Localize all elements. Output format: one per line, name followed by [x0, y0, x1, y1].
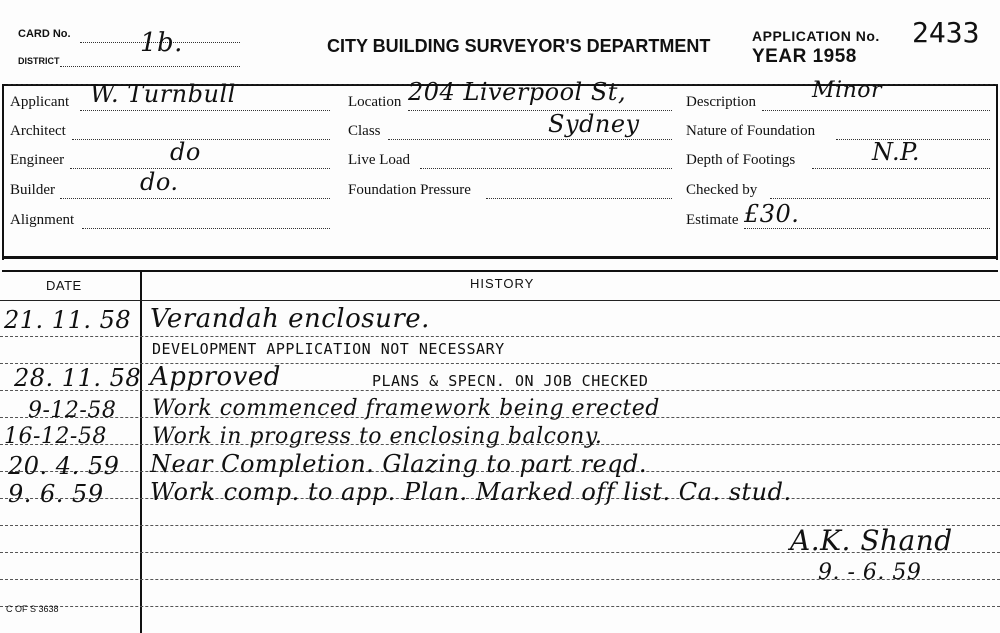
applicant-value: W. Turnbull — [90, 80, 236, 108]
location-value-2: Sydney — [548, 110, 640, 138]
history-row-text: Approved — [150, 362, 281, 392]
builder-label: Builder — [10, 182, 55, 198]
foundation-pressure-line — [486, 198, 672, 199]
class-label: Class — [348, 123, 381, 139]
history-row-date: 20. 4. 59 — [8, 452, 120, 480]
history-row-date: 28. 11. 58 — [14, 364, 142, 392]
depth-of-footings-label: Depth of Footings — [686, 152, 796, 168]
estimate-line — [744, 228, 990, 229]
live-load-line — [420, 168, 672, 169]
builder-line — [60, 198, 330, 199]
application-number: 2433 — [912, 16, 980, 49]
history-row-typed: PLANS & SPECN. ON JOB CHECKED — [372, 372, 649, 390]
depth-of-footings-value: N.P. — [872, 138, 921, 166]
engineer-label: Engineer — [10, 152, 65, 168]
history-top-rule — [2, 270, 998, 272]
foundation-pressure-label: Foundation Pressure — [348, 182, 471, 198]
history-row-line — [0, 336, 1000, 337]
district-label: DISTRICT — [18, 56, 60, 66]
location-label: Location — [348, 94, 402, 110]
engineer-line — [70, 168, 330, 169]
district-line — [60, 66, 240, 67]
history-row-line — [0, 606, 1000, 607]
date-header: DATE — [46, 278, 82, 293]
history-row-text: Work comp. to app. Plan. Marked off list. Ca. stud. — [150, 478, 792, 506]
card-no-label: CARD No. — [18, 28, 71, 40]
history-row-text: DEVELOPMENT APPLICATION NOT NECESSARY — [152, 340, 505, 358]
description-line — [762, 110, 990, 111]
history-row-date: 9. 6. 59 — [8, 480, 104, 508]
engineer-value: do — [170, 138, 201, 166]
history-row-date: 16-12-58 — [4, 424, 107, 449]
form-code: C OF S 3638 — [6, 604, 59, 614]
alignment-line — [82, 228, 330, 229]
border-right — [996, 84, 998, 260]
divider-bottom — [2, 256, 998, 259]
department-title: CITY BUILDING SURVEYOR'S DEPARTMENT — [327, 36, 711, 56]
description-label: Description — [686, 94, 756, 110]
architect-line — [72, 139, 330, 140]
applicant-label: Applicant — [10, 94, 70, 110]
class-line — [388, 139, 672, 140]
history-row-date: 21. 11. 58 — [4, 306, 132, 334]
depth-of-footings-line — [812, 168, 990, 169]
history-row-text: Work in progress to enclosing balcony. — [152, 424, 603, 449]
alignment-label: Alignment — [10, 212, 75, 228]
history-header-rule — [0, 300, 1000, 301]
checked-by-label: Checked by — [686, 182, 758, 198]
border-left — [2, 84, 4, 260]
signature: A.K. Shand — [790, 524, 953, 557]
estimate-label: Estimate — [686, 212, 739, 228]
history-row-text: Work commenced framework being erected — [152, 396, 660, 421]
year-label: YEAR 1958 — [752, 46, 857, 67]
description-value: Minor — [812, 78, 882, 103]
live-load-label: Live Load — [348, 152, 411, 168]
location-value: 204 Liverpool St, — [408, 78, 627, 106]
signature-date: 9. - 6. 59 — [818, 560, 922, 585]
applicant-line — [80, 110, 330, 111]
nature-of-foundation-label: Nature of Foundation — [686, 123, 816, 139]
architect-label: Architect — [10, 123, 66, 139]
card-no-value: 1b. — [140, 28, 183, 58]
application-no-label: APPLICATION No. — [752, 28, 880, 44]
history-row-date: 9-12-58 — [28, 398, 117, 423]
estimate-value: £30. — [744, 200, 800, 228]
history-row-text: Near Completion. Glazing to part reqd. — [150, 450, 648, 478]
history-header: HISTORY — [470, 276, 535, 291]
builder-value: do. — [140, 168, 179, 196]
history-row-text: Verandah enclosure. — [150, 304, 430, 334]
checked-by-line — [770, 198, 990, 199]
